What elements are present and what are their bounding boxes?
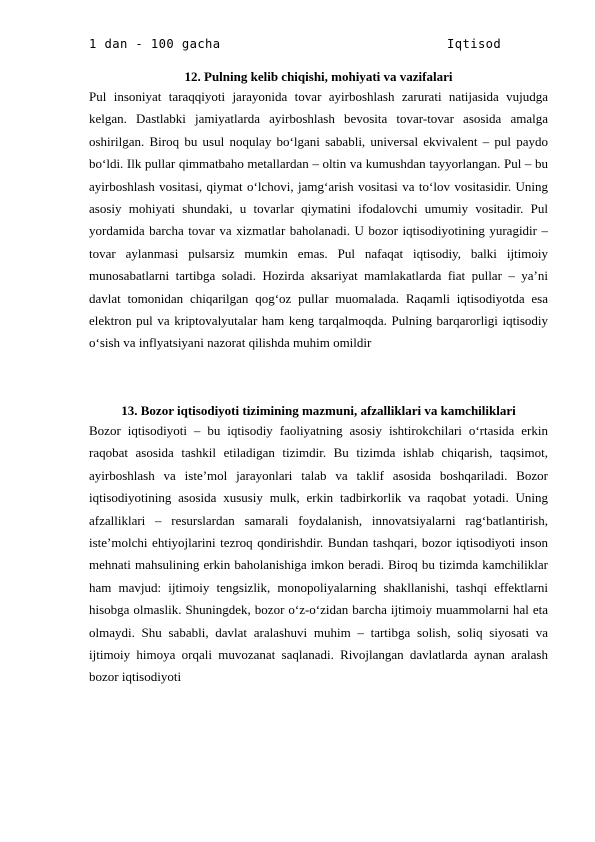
page-header	[89, 37, 509, 55]
section-body-12	[89, 86, 548, 355]
section-heading-12: 12. Pulning kelib chiqishi, mohiyati va vazifalari	[184, 69, 453, 84]
header-subject-text: Iqtisod	[447, 37, 502, 51]
section-heading-13: 13. Bozor iqtisodiyoti tizimining mazmuni, afzalliklari va kamchiliklari	[121, 403, 516, 418]
section-body-13	[89, 420, 548, 689]
paragraph: Bozor iqtisodiyoti – bu iqtisodiy faoliyatning asosiy ishtirokchilari o‘rtasida erkin raqobat asosida tashkil etiladigan tizimdir. Bu tizimda ishlab chiqarish, taqsimot, ayirboshlash va iste’mol jarayonlari talab va taklif asosida boshqariladi. Bozor iqtisodiyotining asosida xususiy mulk, erkin tadbirkorlik va raqobat yotadi. Uning afzalliklari – resurslardan samarali foydalanish, innovatsiyalarni rag‘batlantirish, iste’molchi ehtiyojlarini tezroq qondirishdir. Bundan tashqari, bozor iqtisodiyoti inson mehnati mahsulining erkin baholanishiga imkon beradi. Biroq bu tizimda kamchiliklar ham mavjud: ijtimoiy tengsizlik, monopoliyalarning shakllanishi, tashqi effektlarni hisobga olmaslik. Shuningdek, bozor o‘z-o‘zidan barcha ijtimoiy muammolarni hal eta olmaydi. Shu sababli, davlat aralashuvi muhim – tartibga solish, soliq siyosati va ijtimoiy himoya orqali muvozanat saqlanadi. Rivojlangan davlatlarda aynan aralash bozor iqtisodiyoti	[89, 423, 548, 685]
paragraph: Pul insoniyat taraqqiyoti jarayonida tovar ayirboshlash zarurati natijasida vujudga kelgan. Dastlabki jamiyatlarda ayirboshlash bevosita tovar-tovar asosida amalga oshirilgan. Biroq bu usul noqulay bo‘lgani sababli, universal ekvivalent – pul paydo bo‘ldi. Ilk pullar qimmatbaho metallardan – oltin va kumushdan tayyorlangan. Pul – bu ayirboshlash vositasi, qiymat o‘lchovi, jamg‘arish vositasi va to‘lov vositasidir. Uning asosiy mohiyati shundaki, u tovarlar qiymatini ifodalovchi umumiy vositadir. Pul yordamida barcha tovar va xizmatlar baholanadi. U bozor iqtisodiyotining yuragidir – tovar aylanmasi pulsarsiz mumkin emas. Pul nafaqat iqtisodiy, balki ijtimoiy munosabatlarni tartibga soladi. Hozirda aksariyat mamlakatlarda fiat pullar – ya’ni davlat tomonidan chiqarilgan qog‘oz pullar muomalada. Raqamli iqtisodiyotda esa elektron pul va kriptovalyutalar ham keng tarqalmoqda. Pulning barqarorligi iqtisodiy o‘sish va inflyatsiyani nazorat qilishda muhim omildir	[89, 89, 548, 351]
header-range-text: 1 dan - 100 gacha	[89, 37, 221, 51]
